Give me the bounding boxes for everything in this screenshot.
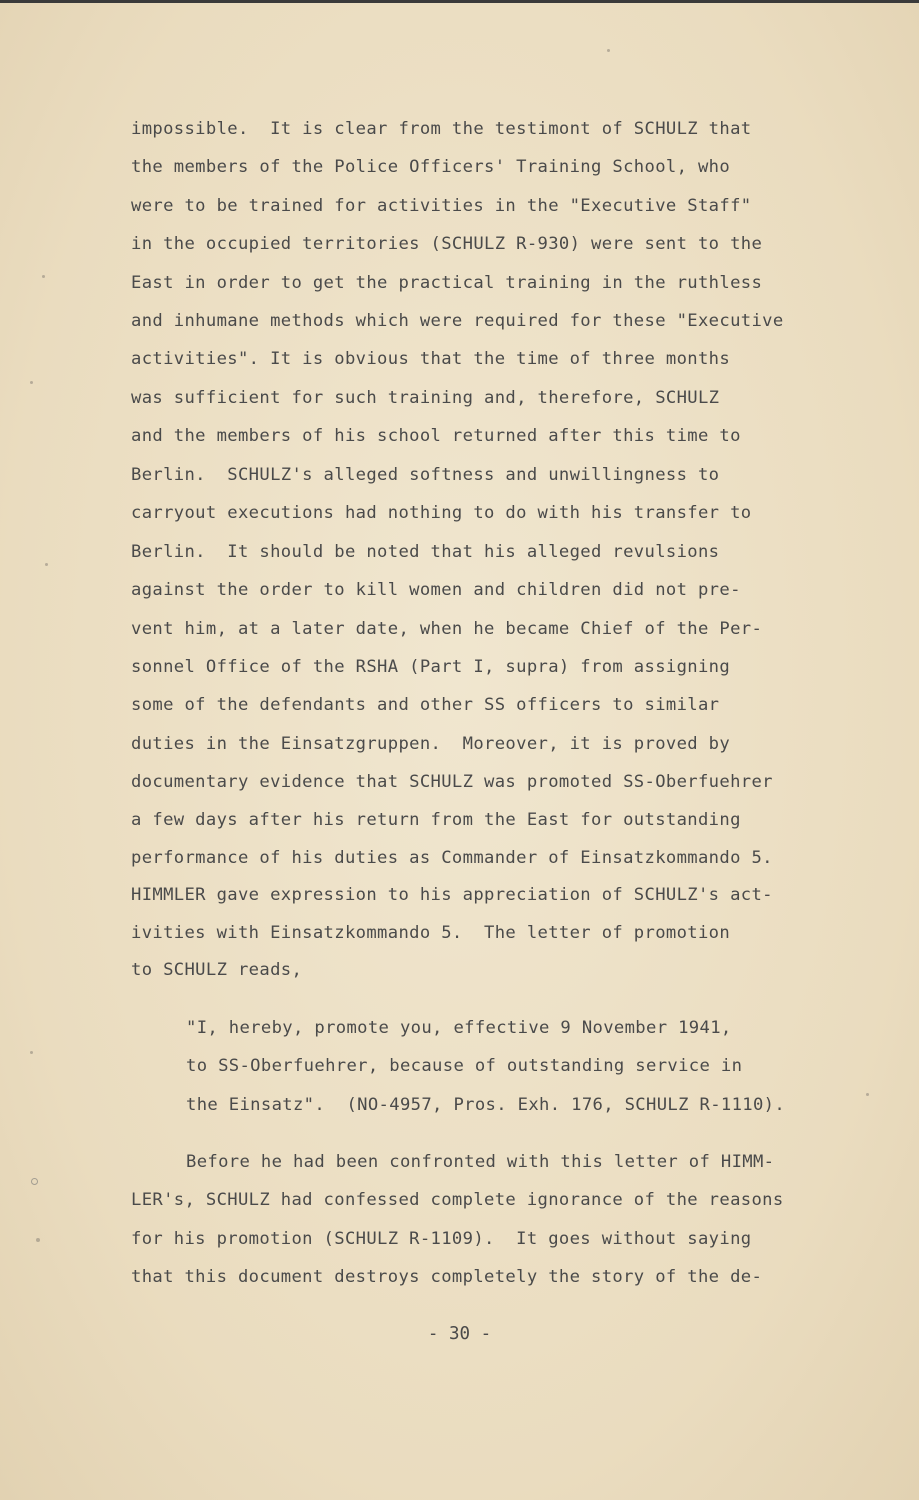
closing-line: for his promotion (SCHULZ R-1109). It goes without saying xyxy=(131,1229,752,1249)
paper-speck xyxy=(607,49,610,52)
body-line: vent him, at a later date, when he became Chief of the Per- xyxy=(131,619,763,639)
paper-speck xyxy=(30,381,33,384)
closing-line: Before he had been confronted with this letter of HIMM- xyxy=(186,1152,775,1172)
body-line: ivities with Einsatzkommando 5. The letter of promotion xyxy=(131,923,731,943)
body-line: was sufficient for such training and, therefore, SCHULZ xyxy=(131,388,720,408)
closing-line: LER's, SCHULZ had confessed complete ignorance of the reasons xyxy=(131,1190,784,1210)
body-line: in the occupied territories (SCHULZ R-930) were sent to the xyxy=(131,234,763,254)
body-line: and inhumane methods which were required for these "Executive xyxy=(131,311,784,331)
body-line: Berlin. It should be noted that his alleged revulsions xyxy=(131,542,720,562)
body-line: carryout executions had nothing to do with his transfer to xyxy=(131,503,752,523)
body-line: were to be trained for activities in the "Executive Staff" xyxy=(131,196,752,216)
body-line: East in order to get the practical training in the ruthless xyxy=(131,273,763,293)
page-number: - 30 - xyxy=(427,1324,492,1344)
body-line: a few days after his return from the East for outstanding xyxy=(131,810,741,830)
body-line: to SCHULZ reads, xyxy=(131,960,303,980)
body-line: performance of his duties as Commander of Einsatzkommando 5. xyxy=(131,848,773,868)
quote-line: "I, hereby, promote you, effective 9 November 1941, xyxy=(186,1018,732,1038)
quote-line: the Einsatz". (NO-4957, Pros. Exh. 176, SCHULZ R-1110). xyxy=(186,1095,786,1115)
paper-speck xyxy=(45,563,48,566)
body-line: impossible. It is clear from the testimont of SCHULZ that xyxy=(131,119,752,139)
body-line: sonnel Office of the RSHA (Part I, supra) from assigning xyxy=(131,657,731,677)
paper-speck xyxy=(42,275,45,278)
body-line: duties in the Einsatzgruppen. Moreover, it is proved by xyxy=(131,734,731,754)
body-line: against the order to kill women and children did not pre- xyxy=(131,580,741,600)
body-line: the members of the Police Officers' Training School, who xyxy=(131,157,731,177)
body-line: activities". It is obvious that the time of three months xyxy=(131,349,731,369)
body-line: and the members of his school returned after this time to xyxy=(131,426,741,446)
body-line: HIMMLER gave expression to his appreciation of SCHULZ's act- xyxy=(131,885,773,905)
punch-hole-mark xyxy=(31,1178,38,1185)
paper-speck xyxy=(866,1093,869,1096)
quote-line: to SS-Oberfuehrer, because of outstanding service in xyxy=(186,1056,743,1076)
body-line: Berlin. SCHULZ's alleged softness and unwillingness to xyxy=(131,465,720,485)
closing-line: that this document destroys completely the story of the de- xyxy=(131,1267,763,1287)
paper-speck xyxy=(30,1051,33,1054)
body-line: some of the defendants and other SS officers to similar xyxy=(131,695,720,715)
paper-speck xyxy=(36,1238,40,1242)
body-line: documentary evidence that SCHULZ was promoted SS-Oberfuehrer xyxy=(131,772,773,792)
